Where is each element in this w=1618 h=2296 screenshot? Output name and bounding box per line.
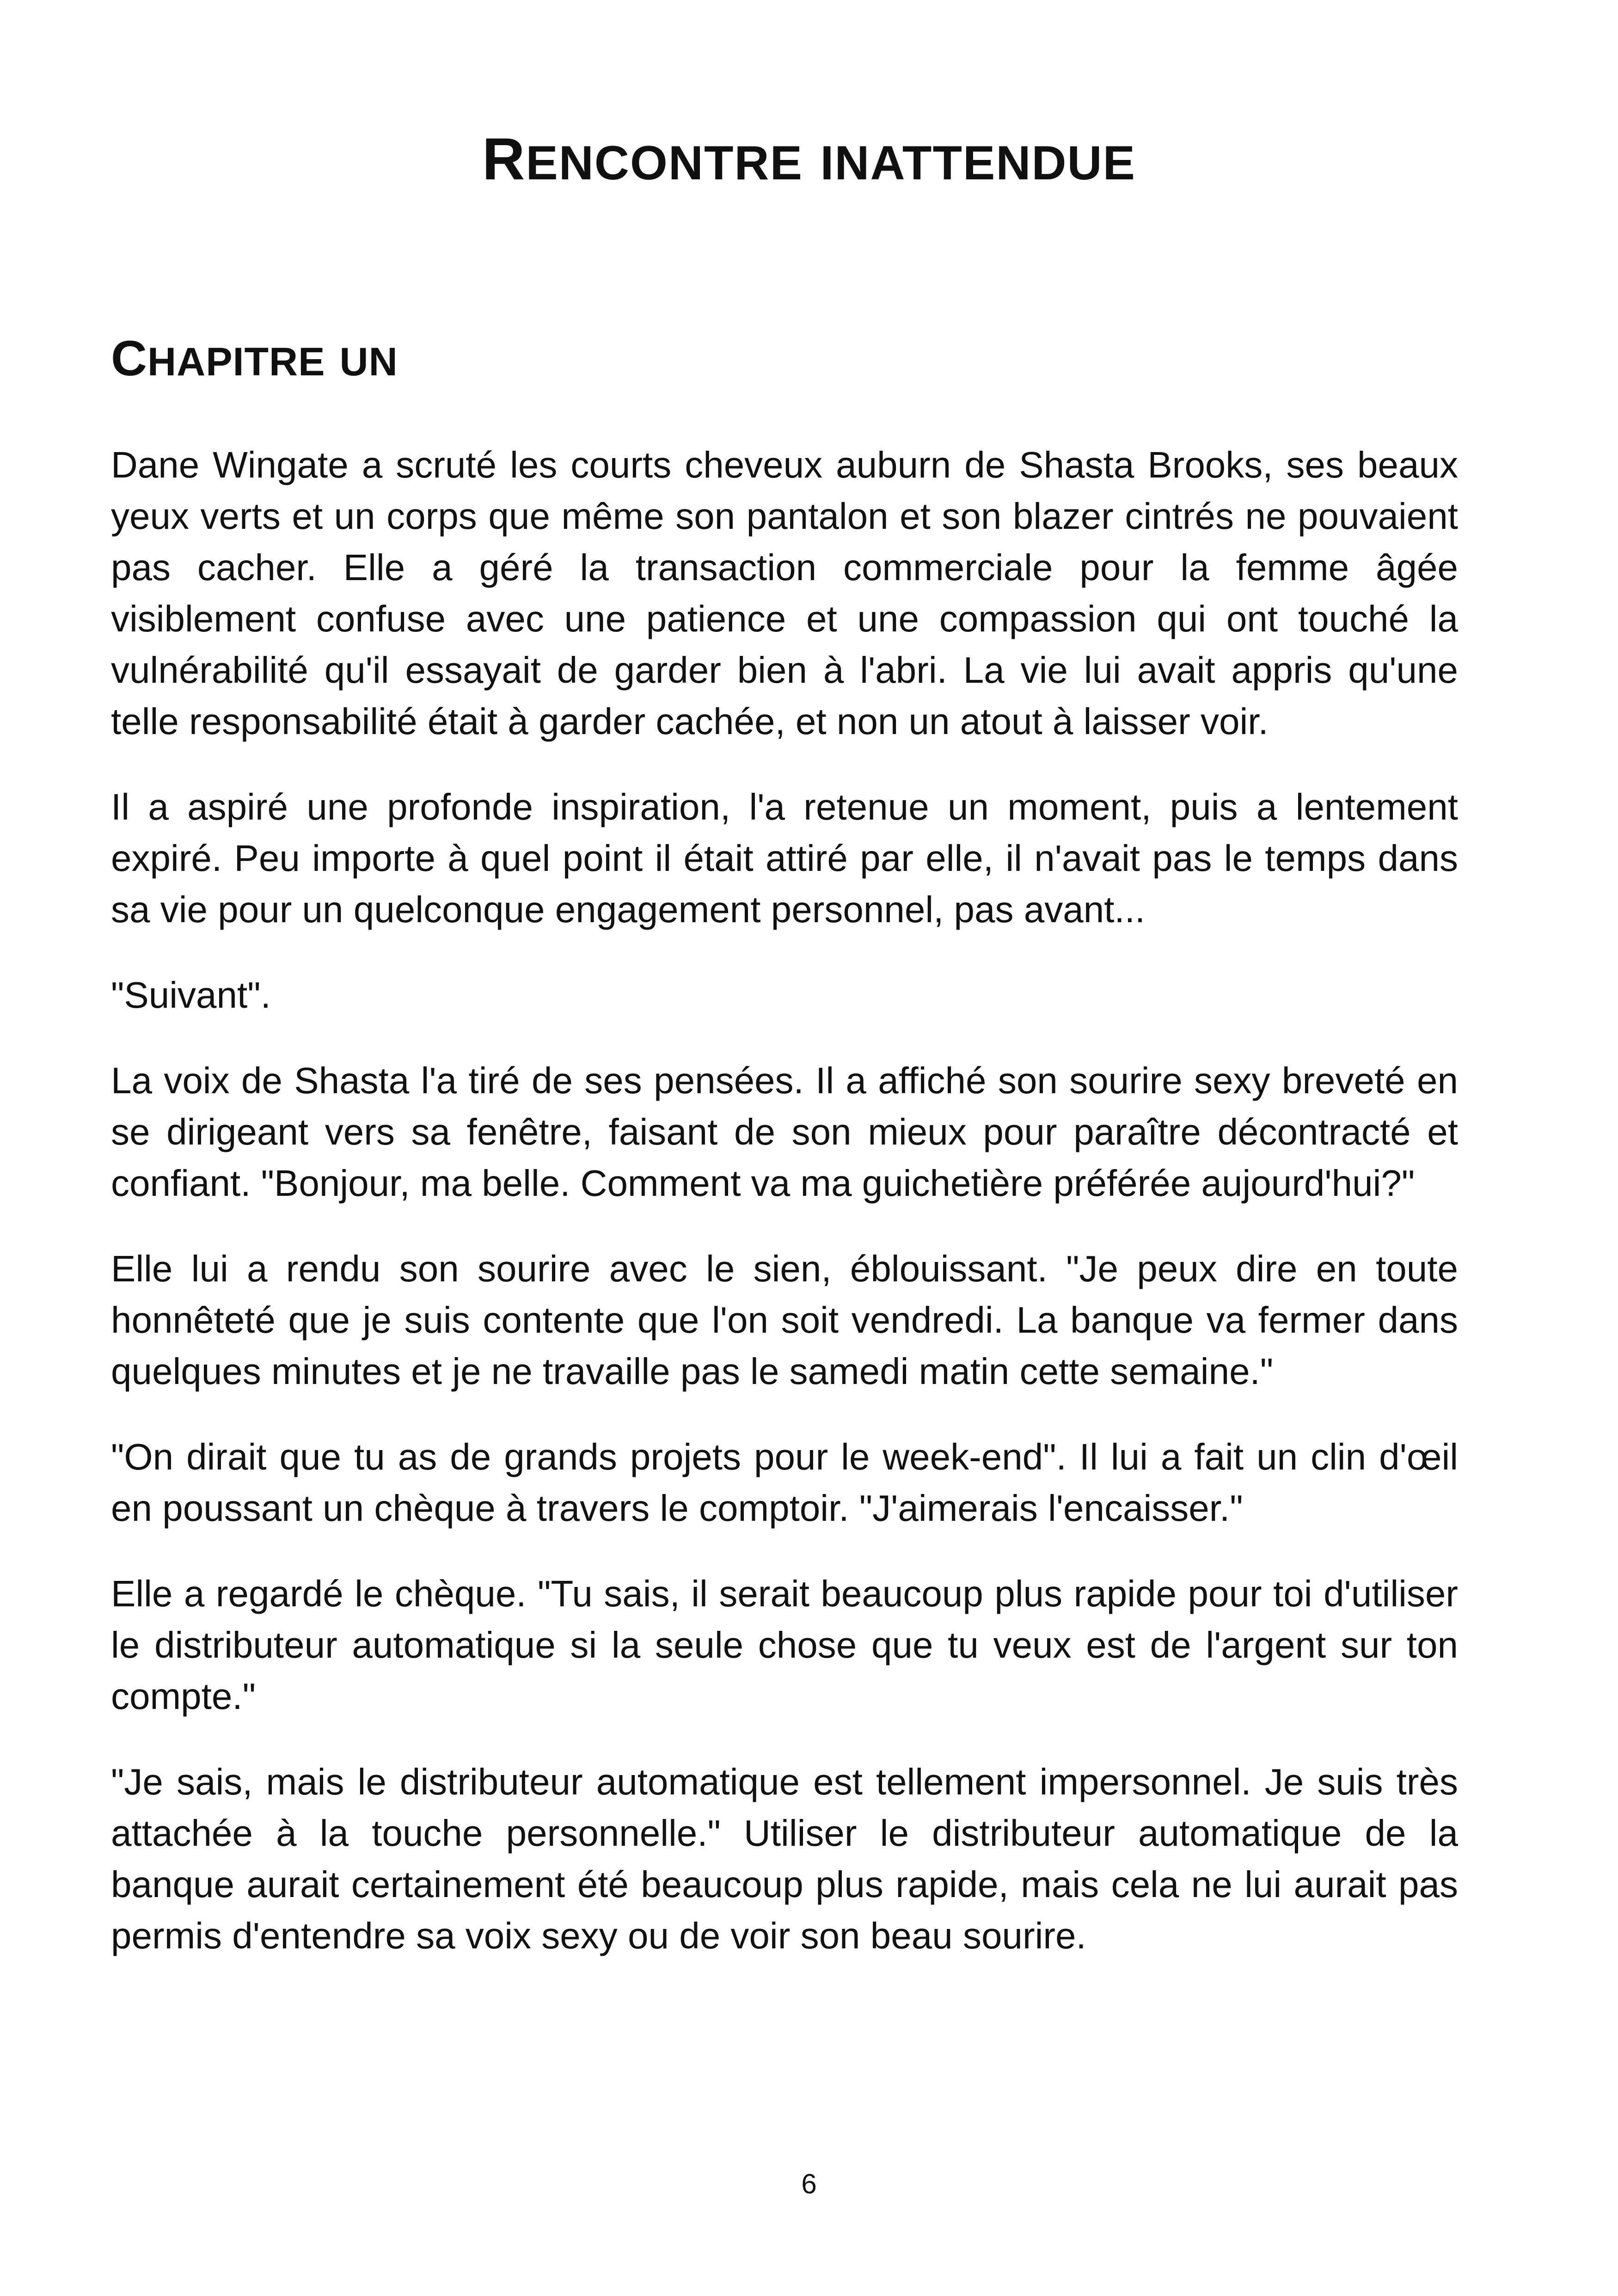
paragraph: Elle lui a rendu son sourire avec le sien, éblouissant. "Je peux dire en toute honnêteté que je suis contente que l'on soit vendredi. La banque va fermer dans quelques minutes et je ne travaille pas le samedi matin cette semaine." <box>111 1248 1458 1392</box>
chapter-title <box>111 328 398 392</box>
chapter-title-word1-rest: HAPITRE <box>147 340 325 384</box>
book-title-word1-rest: ENCONTRE <box>526 136 803 190</box>
paragraph: Elle a regardé le chèque. "Tu sais, il serait beaucoup plus rapide pour toi d'utiliser le distributeur automatique si la seule chose que tu veux est de l'argent sur ton compte." <box>111 1573 1458 1717</box>
book-title <box>0 125 1618 198</box>
chapter-title-word2: UN <box>339 340 398 384</box>
paragraph: Il a aspiré une profonde inspiration, l'a retenue un moment, puis a lentement expiré. Peu importe à quel point il était attiré par elle, il n'avait pas le temps dans sa vie pour un quelconque engagement personnel, pas avant... <box>111 786 1458 930</box>
chapter-title-initial: C <box>111 330 147 386</box>
body-text <box>111 439 1458 1996</box>
page-number: 6 <box>801 2168 817 2199</box>
book-title-word2: INATTENDUE <box>820 136 1136 190</box>
book-title-initial: R <box>482 126 526 192</box>
paragraph: "Je sais, mais le distributeur automatique est tellement impersonnel. Je suis très attachée à la touche personnelle." Utiliser le distributeur automatique de la banque aurait certainement été beaucoup plus rapide, mais cela ne lui aurait pas permis d'entendre sa voix sexy ou de voir son beau sourire. <box>111 1761 1458 1956</box>
paragraph: "On dirait que tu as de grands projets pour le week-end". Il lui a fait un clin d'œil en poussant un chèque à travers le comptoir. "J'aimerais l'encaisser." <box>111 1436 1458 1529</box>
paragraph: La voix de Shasta l'a tiré de ses pensées. Il a affiché son sourire sexy breveté en se dirigeant vers sa fenêtre, faisant de son mieux pour paraître décontracté et confiant. "Bonjour, ma belle. Comment va ma guichetière préférée aujourd'hui?" <box>111 1060 1458 1204</box>
paragraph: "Suivant". <box>111 974 271 1016</box>
paragraph: Dane Wingate a scruté les courts cheveux auburn de Shasta Brooks, ses beaux yeux verts et un corps que même son pantalon et son blazer cintrés ne pouvaient pas cacher. Elle a géré la transaction commerciale pour la femme âgée visiblement confuse avec une patience et une compassion qui ont touché la vulnérabilité qu'il essayait de garder bien à l'abri. La vie lui avait appris qu'une telle responsabilité était à garder cachée, et non un atout à laisser voir. <box>111 444 1458 742</box>
